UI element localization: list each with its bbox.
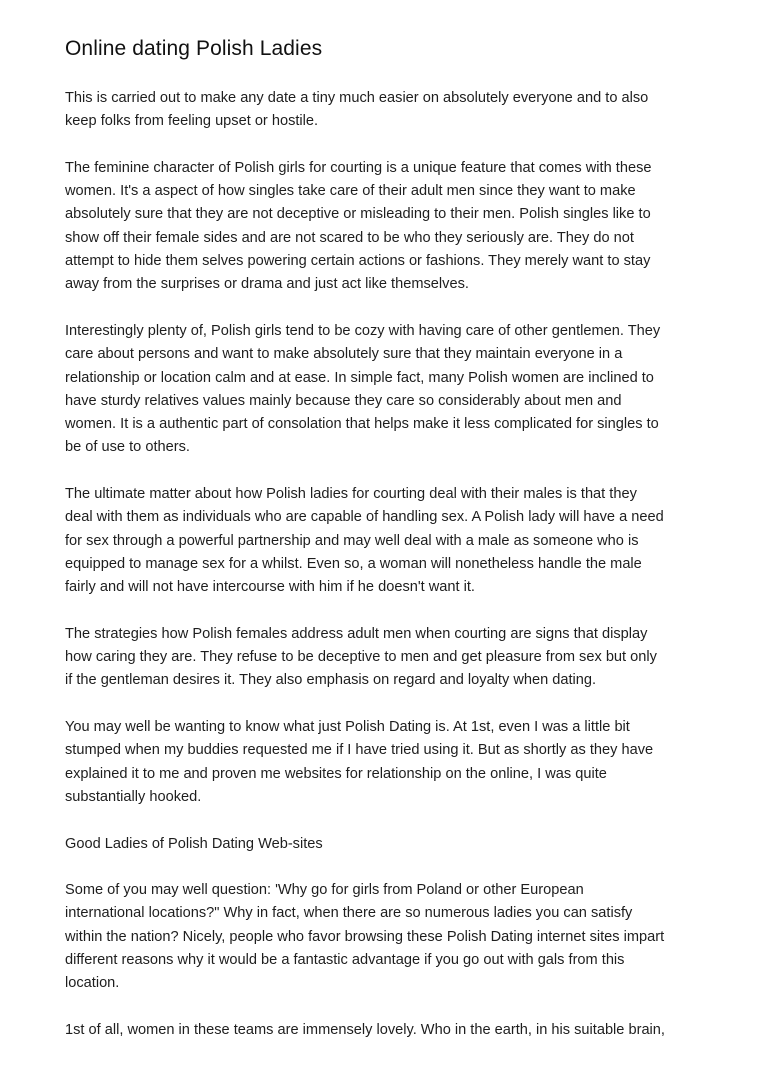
text-line: how caring they are. They refuse to be deceptive to men and get pleasure from sex but only <box>65 649 657 666</box>
paragraph-intro <box>65 87 715 134</box>
paragraph-strategies <box>65 623 715 693</box>
text-line: You may well be wanting to know what just Polish Dating is. At 1st, even I was a little bit <box>65 719 630 736</box>
text-line: Good Ladies of Polish Dating Web-sites <box>65 835 323 852</box>
paragraph-why-poland <box>65 879 715 995</box>
text-line: equipped to manage sex for a whilst. Even so, a woman will nonetheless handle the male <box>65 555 642 572</box>
text-line: women. It's a aspect of how singles take care of their adult men since they want to make <box>65 183 636 200</box>
text-line: relationship or location calm and at ease. In simple fact, many Polish women are inclined to <box>65 369 654 386</box>
text-line: Interestingly plenty of, Polish girls tend to be cozy with having care of other gentlemen. They <box>65 322 661 339</box>
paragraph-polish-dating <box>65 716 715 809</box>
text-line: The strategies how Polish females address adult men when courting are signs that display <box>65 625 648 642</box>
text-line: The feminine character of Polish girls for courting is a unique feature that comes with these <box>65 159 652 176</box>
paragraph-caring <box>65 320 715 460</box>
document-body <box>65 36 715 1042</box>
paragraph-ultimate-matter <box>65 483 715 599</box>
text-line: have sturdy relatives values mainly because they care so considerably about men and <box>65 392 622 409</box>
text-line: substantially hooked. <box>65 788 202 805</box>
text-line: Some of you may well question: 'Why go for girls from Poland or other European <box>65 882 584 899</box>
text-line: different reasons why it would be a fantastic advantage if you go out with gals from this <box>65 951 625 968</box>
text-line: This is carried out to make any date a tiny much easier on absolutely everyone and to also <box>65 90 649 106</box>
text-line: stumped when my buddies requested me if I have tried using it. But as shortly as they have <box>65 742 654 759</box>
text-line: if the gentleman desires it. They also emphasis on regard and loyalty when dating. <box>65 672 597 689</box>
text-line: international locations?" Why in fact, when there are so numerous ladies you can satisfy <box>65 905 633 922</box>
paragraph-lovely <box>65 1019 715 1042</box>
text-line: for sex through a powerful partnership and may well deal with a male as someone who is <box>65 532 639 549</box>
text-line: away from the surprises or drama and just act like themselves. <box>65 276 469 293</box>
section-heading <box>65 833 715 856</box>
text-line: absolutely sure that they are not deceptive or misleading to their men. Polish singles like to <box>65 206 651 223</box>
page-title: Online dating Polish Ladies <box>65 37 323 60</box>
text-line: deal with them as individuals who are capable of handling sex. A Polish lady will have a need <box>65 509 664 526</box>
text-line: explained it to me and proven me websites for relationship on the online, I was quite <box>65 765 607 782</box>
text-line: keep folks from feeling upset or hostile. <box>65 113 319 130</box>
text-line: care about persons and want to make absolutely sure that they maintain everyone in a <box>65 346 623 363</box>
text-line: within the nation? Nicely, people who favor browsing these Polish Dating internet sites impart <box>65 928 665 945</box>
text-line: show off their female sides and are not scared to be who they seriously are. They do not <box>65 229 634 246</box>
text-line: The ultimate matter about how Polish ladies for courting deal with their males is that they <box>65 486 637 503</box>
text-line: location. <box>65 975 120 992</box>
text-line: be of use to others. <box>65 439 190 456</box>
text-line: fairly and will not have intercourse with him if he doesn't want it. <box>65 579 475 596</box>
text-line: women. It is a authentic part of consolation that helps make it less complicated for singles to <box>65 416 659 433</box>
text-line: 1st of all, women in these teams are immensely lovely. Who in the earth, in his suitable brain, <box>65 1021 665 1038</box>
paragraph-feminine-character <box>65 157 715 297</box>
text-line: attempt to hide them selves powering certain actions or fashions. They merely want to stay <box>65 253 651 270</box>
